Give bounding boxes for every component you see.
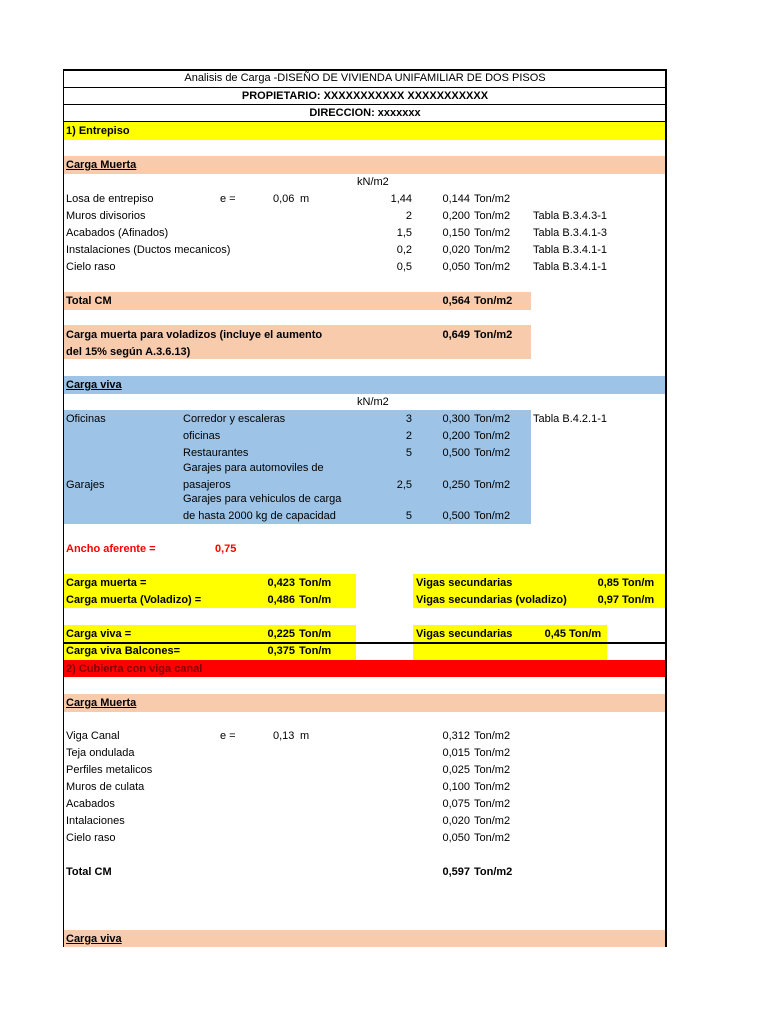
s2-unit: Ton/m2 [474,781,511,793]
s2-unit: Ton/m2 [474,832,511,844]
s2-total-cm-label: Total CM [66,866,112,878]
e-value: 0,06 [273,193,295,205]
cm-row-name: Instalaciones (Ductos mecanicos) [66,244,231,256]
s2-ton: 0,100 [442,781,470,793]
s2-row-name: Viga Canal [66,730,120,742]
cv-header-band [64,376,666,394]
s2-ton: 0,020 [442,815,470,827]
s2-ton: 0,050 [442,832,470,844]
ton-unit: Ton/m2 [474,227,511,239]
e-unit: m [300,730,310,742]
s2-unit: Ton/m2 [474,815,511,827]
s2-ton: 0,075 [442,798,470,810]
ton-value: 0,020 [442,244,470,256]
summary-vsv-unit: Ton/m [622,594,655,606]
cv-desc: Corredor y escaleras [183,413,286,425]
s2-unit: Ton/m2 [474,730,511,742]
kn-value: 1,44 [390,193,412,205]
s2-total-cm-unit: Ton/m2 [474,866,513,878]
cm-row-name: Cielo raso [66,261,116,273]
summary-cmv-value: 0,486 [267,594,295,606]
unit-header: kN/m2 [357,176,389,188]
cv-unit: Ton/m2 [474,413,511,425]
s2-row-name: Acabados [66,798,115,810]
section1-title: 1) Entrepiso [66,125,130,137]
total-cm-unit: Ton/m2 [474,295,513,307]
ton-unit: Ton/m2 [474,210,511,222]
voladizo-label-1: Carga muerta para voladizos (incluye el aumento [66,329,323,341]
cv-category: Oficinas [66,413,106,425]
table-ref: Tabla B.3.4.3-1 [533,210,607,222]
border-right [665,69,667,947]
table-ref: Tabla B.3.4.1-1 [533,244,607,256]
s2-cm-header-band [64,694,666,712]
summary-cm-value: 0,423 [267,577,295,589]
cv-unit: Ton/m2 [474,447,511,459]
summary-cv-unit: Ton/m [299,628,332,640]
border-h3 [64,121,666,122]
s2-unit: Ton/m2 [474,798,511,810]
cv-unit: Ton/m2 [474,430,511,442]
s2-row-name: Muros de culata [66,781,145,793]
total-cm-label: Total CM [66,295,112,307]
section2-title: 2) Cubierta con viga canal [66,663,203,675]
summary-cvb-unit: Ton/m [299,645,332,657]
s2-unit: Ton/m2 [474,747,511,759]
table-ref: Tabla B.3.4.1-1 [533,261,607,273]
kn-value: 0,2 [396,244,412,256]
s2-cm-header: Carga Muerta [66,697,137,709]
ton-unit: Ton/m2 [474,261,511,273]
cv-ton: 0,200 [442,430,470,442]
cv-desc: Garajes para automoviles de [183,462,324,474]
summary-cm-label: Carga muerta = [66,577,147,589]
cv-ton: 0,500 [442,510,470,522]
table-ref: Tabla B.4.2.1-1 [533,413,607,425]
ton-value: 0,150 [442,227,470,239]
cv-desc: Garajes para vehiculos de carga [183,493,342,505]
kn-value: 0,5 [396,261,412,273]
cv-category: Garajes [66,479,105,491]
address-label: DIRECCION: xxxxxxx [309,107,421,119]
section1-band [64,122,666,140]
summary-cvb-label: Carga viva Balcones= [66,645,181,657]
ton-value: 0,200 [442,210,470,222]
summary-vs2-label: Vigas secundarias [416,628,513,640]
cm-row-name: Muros divisorios [66,210,146,222]
table-ref: Tabla B.3.4.1-3 [533,227,607,239]
cm-row-name: Losa de entrepiso [66,193,154,205]
s2-total-cm-value: 0,597 [442,866,470,878]
voladizo-label-2: del 15% según A.3.6.13) [66,346,191,358]
cv-unit-header: kN/m2 [357,396,389,408]
summary-vs-value: 0,85 [597,577,619,589]
cv-header: Carga viva [66,379,122,391]
ton-unit: Ton/m2 [474,244,511,256]
s2-unit: Ton/m2 [474,764,511,776]
summary-vsv-value: 0,97 [597,594,619,606]
e-label: e = [220,730,236,742]
s2-ton: 0,312 [442,730,470,742]
cm-header: Carga Muerta [66,159,137,171]
cv-ton: 0,250 [442,479,470,491]
border-left [63,69,64,947]
cv-desc: pasajeros [183,479,231,491]
ton-value: 0,144 [442,193,470,205]
cv-unit: Ton/m2 [474,510,511,522]
doc-title: Analisis de Carga -DISEÑO DE VIVIENDA UNIFAMILIAR DE DOS PISOS [184,72,546,84]
voladizo-unit: Ton/m2 [474,329,513,341]
cv-kn: 2 [405,430,412,442]
summary-vs2-unit: Ton/m [569,628,602,640]
ancho-label: Ancho aferente = [66,543,156,555]
cv-desc: de hasta 2000 kg de capacidad [183,510,336,522]
s2-cv-header: Carga viva [66,933,122,945]
summary-cvb-value: 0,375 [267,645,295,657]
cv-kn: 2,5 [396,479,412,491]
s2-row-name: Cielo raso [66,832,116,844]
s2-row-name: Perfiles metalicos [66,764,153,776]
ton-value: 0,050 [442,261,470,273]
s2-ton: 0,015 [442,747,470,759]
total-cm-value: 0,564 [442,295,470,307]
summary-vs2-value: 0,45 [544,628,566,640]
cm-row-name: Acabados (Afinados) [66,227,169,239]
summary-cv-value: 0,225 [267,628,295,640]
e-label: e = [220,193,236,205]
voladizo-value: 0,649 [442,329,470,341]
kn-value: 1,5 [396,227,412,239]
summary-cmv-unit: Ton/m [299,594,332,606]
ancho-value: 0,75 [215,543,237,555]
summary-cm-unit: Ton/m [299,577,332,589]
s2-row-name: Teja ondulada [66,747,135,759]
cv-desc: oficinas [183,430,221,442]
e-value: 0,13 [273,730,295,742]
cv-ton: 0,300 [442,413,470,425]
s2-ton: 0,025 [442,764,470,776]
cv-kn: 3 [405,413,412,425]
e-unit: m [300,193,310,205]
summary-vs-label: Vigas secundarias [416,577,513,589]
cv-desc: Restaurantes [183,447,249,459]
summary-cmv-label: Carga muerta (Voladizo) = [66,594,202,606]
summary-cv-label: Carga viva = [66,628,132,640]
summary-vs-unit: Ton/m [622,577,655,589]
kn-value: 2 [405,210,412,222]
owner-label: PROPIETARIO: XXXXXXXXXXX XXXXXXXXXXX [241,90,489,102]
ton-unit: Ton/m2 [474,193,511,205]
s2-row-name: Intalaciones [66,815,125,827]
cv-kn: 5 [405,510,412,522]
cv-unit: Ton/m2 [474,479,511,491]
cv-ton: 0,500 [442,447,470,459]
cv-kn: 5 [405,447,412,459]
s2-cv-header-band [64,930,666,947]
summary-vsv-label: Vigas secundarias (voladizo) [416,594,567,606]
cm-header-band [64,156,666,174]
